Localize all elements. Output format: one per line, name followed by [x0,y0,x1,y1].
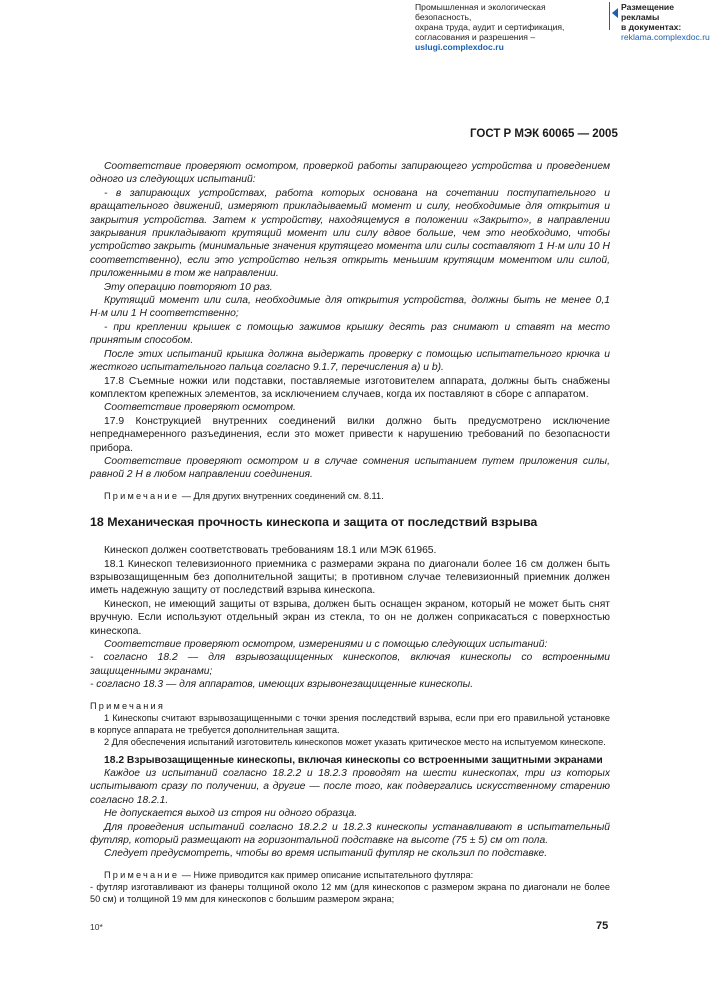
paragraph: Следует предусмотреть, чтобы во время испытаний футляр не скользил по подставке. [104,848,548,860]
separator-bar [609,2,610,30]
note: 2 Для обеспечения испытаний изготовитель кинескопов может указать критическое место на испытуемом кинескопе. [104,736,606,747]
ad-line: в документах: [621,22,682,32]
paragraph: После этих испытаний крышка должна выдержать проверку с помощью испытательного крючка и жесткого испытательного пальца согласно 9.1.7, перечисления а) и b). [90,348,610,374]
clause-17-8: 17.8 Съемные ножки или подставки, поставляемые изготовителем аппарата, должны быть снабжены комплектом крепежных элементов, за исключением случаев, когда их поставляют в сборе с аппаратом. [90,375,610,400]
paragraph: - при креплении крышек с помощью зажимов крышку десять раз снимают и ставят на место принятым способом. [90,321,610,347]
note: 1 Кинескопы считают взрывозащищенными с точки зрения последствий взрыва, если при его правильной установке в корпусе аппарата не требуется дополнительная защита. [90,712,610,735]
paragraph: Для проведения испытаний согласно 18.2.2 и 18.2.3 кинескопы устанавливают в испытательный футляр, который размещают на горизонтальной подставке на высоте (75 ± 5) см от пола. [90,821,610,847]
standard-header: ГОСТ Р МЭК 60065 — 2005 [470,128,618,140]
clause-17-9: 17.9 Конструкцией внутренних соединений вилки должно быть предусмотрено исключение непреднамеренного разъединения, если это может привести к нарушению требований по безопасности прибора. [90,415,610,454]
paragraph: Соответствие проверяют осмотром, проверкой работы запирающего устройства и проведением одного из следующих испытаний: [90,161,610,186]
ad-line: Размещение рекламы [621,2,674,22]
list-item: - согласно 18.3 — для аппаратов, имеющих взрывонезащищенные кинескопы. [90,679,474,691]
paragraph: Кинескоп, не имеющий защиты от взрыва, должен быть оснащен экраном, который не может быть снят вручную. Если используют отдельный экран из стекла, то он не должен соприкасаться с поверхностью кинескопа. [90,598,610,637]
clause-18-1: 18.1 Кинескоп телевизионного приемника с размерами экрана по диагонали более 16 см должен быть взрывозащищенным без дополнительной защиты; в противном случае телевизионный приемник должен иметь надежную защиту от последствий взрыва кинескопа. [90,558,610,597]
paragraph: - в запирающих устройствах, работа которых основана на сочетании поступательного и вращательного движений, измеряют прикладываемый момент и силу, необходимые для открытия и закрытия устройства. Затем к устройству, находящемуся в положении «Закрыто», в направлении закрывания прикладывают крутящий момент или силу вдвое больше, чем это необходимо, чтобы устройство закрыть (минимальные значения крутящего момента или силы составляют 1 Н·м или 10 Н соответственно), если это устройство нельзя открыть меньшим крутящим моментом или силой, приложенными в том же направлении. [90,187,610,280]
page-number: 75 [596,920,609,932]
arrow-left-icon [612,2,619,30]
paragraph: Не допускается выход из строя ни одного образца. [104,808,358,820]
paragraph: Каждое из испытаний согласно 18.2.2 и 18.2.3 проводят на шести кинескопах, три из которых испытывают сразу по получении, а другие — после того, как подвергались искусственному старению согласно 18.2.1. [90,768,610,806]
section-18-2-heading: 18.2 Взрывозащищенные кинескопы, включая кинескопы со встроенными защитными экранами [104,754,603,766]
footer-mark: 10* [90,922,103,932]
note: Примечание — Ниже приводится как пример описание испытательного футляра: [104,869,474,880]
section-18-heading: 18 Механическая прочность кинескопа и защита от последствий взрыва [90,514,538,529]
ad-line: охрана труда, аудит и сертификация, [415,22,565,32]
document-body [90,160,610,905]
note: Примечание — Для других внутренних соединений см. 8.11. [104,490,384,501]
ad-line: согласования и разрешения – uslugi.complexdoc.ru [415,32,536,52]
paragraph: Крутящий момент или сила, необходимые для открытия устройства, должны быть не менее 0,1 Н·м или 1 Н соответственно; [90,295,610,320]
advertising-link[interactable]: reklama.complexdoc.ru [621,32,710,42]
paragraph: Соответствие проверяют осмотром и в случае сомнения испытанием путем приложения силы, равной 2 Н в любом направлении соединения. [90,455,610,481]
paragraph: Эту операцию повторяют 10 раз. [104,281,273,293]
paragraph: Соответствие проверяют осмотром, измерениями и с помощью следующих испытаний: [104,639,548,650]
ad-block-services [415,2,595,52]
ad-block-advertising [621,2,711,42]
ad-line: Промышленная и экологическая безопасность, [415,2,546,22]
paragraph: Кинескоп должен соответствовать требованиям 18.1 или МЭК 61965. [104,545,437,557]
services-link[interactable]: uslugi.complexdoc.ru [415,42,504,52]
list-item: - согласно 18.2 — для взрывозащищенных кинескопов, включая кинескопы со встроенными защищенными экранами; [90,652,610,677]
paragraph: Соответствие проверяют осмотром. [104,402,296,414]
notes-heading: Примечания [90,700,166,711]
note: - футляр изготавливают из фанеры толщиной около 12 мм (для кинескопов с размером экрана по диагонали не более 50 см) и толщиной 19 мм для кинескопов с большим размером экрана; [90,881,610,904]
